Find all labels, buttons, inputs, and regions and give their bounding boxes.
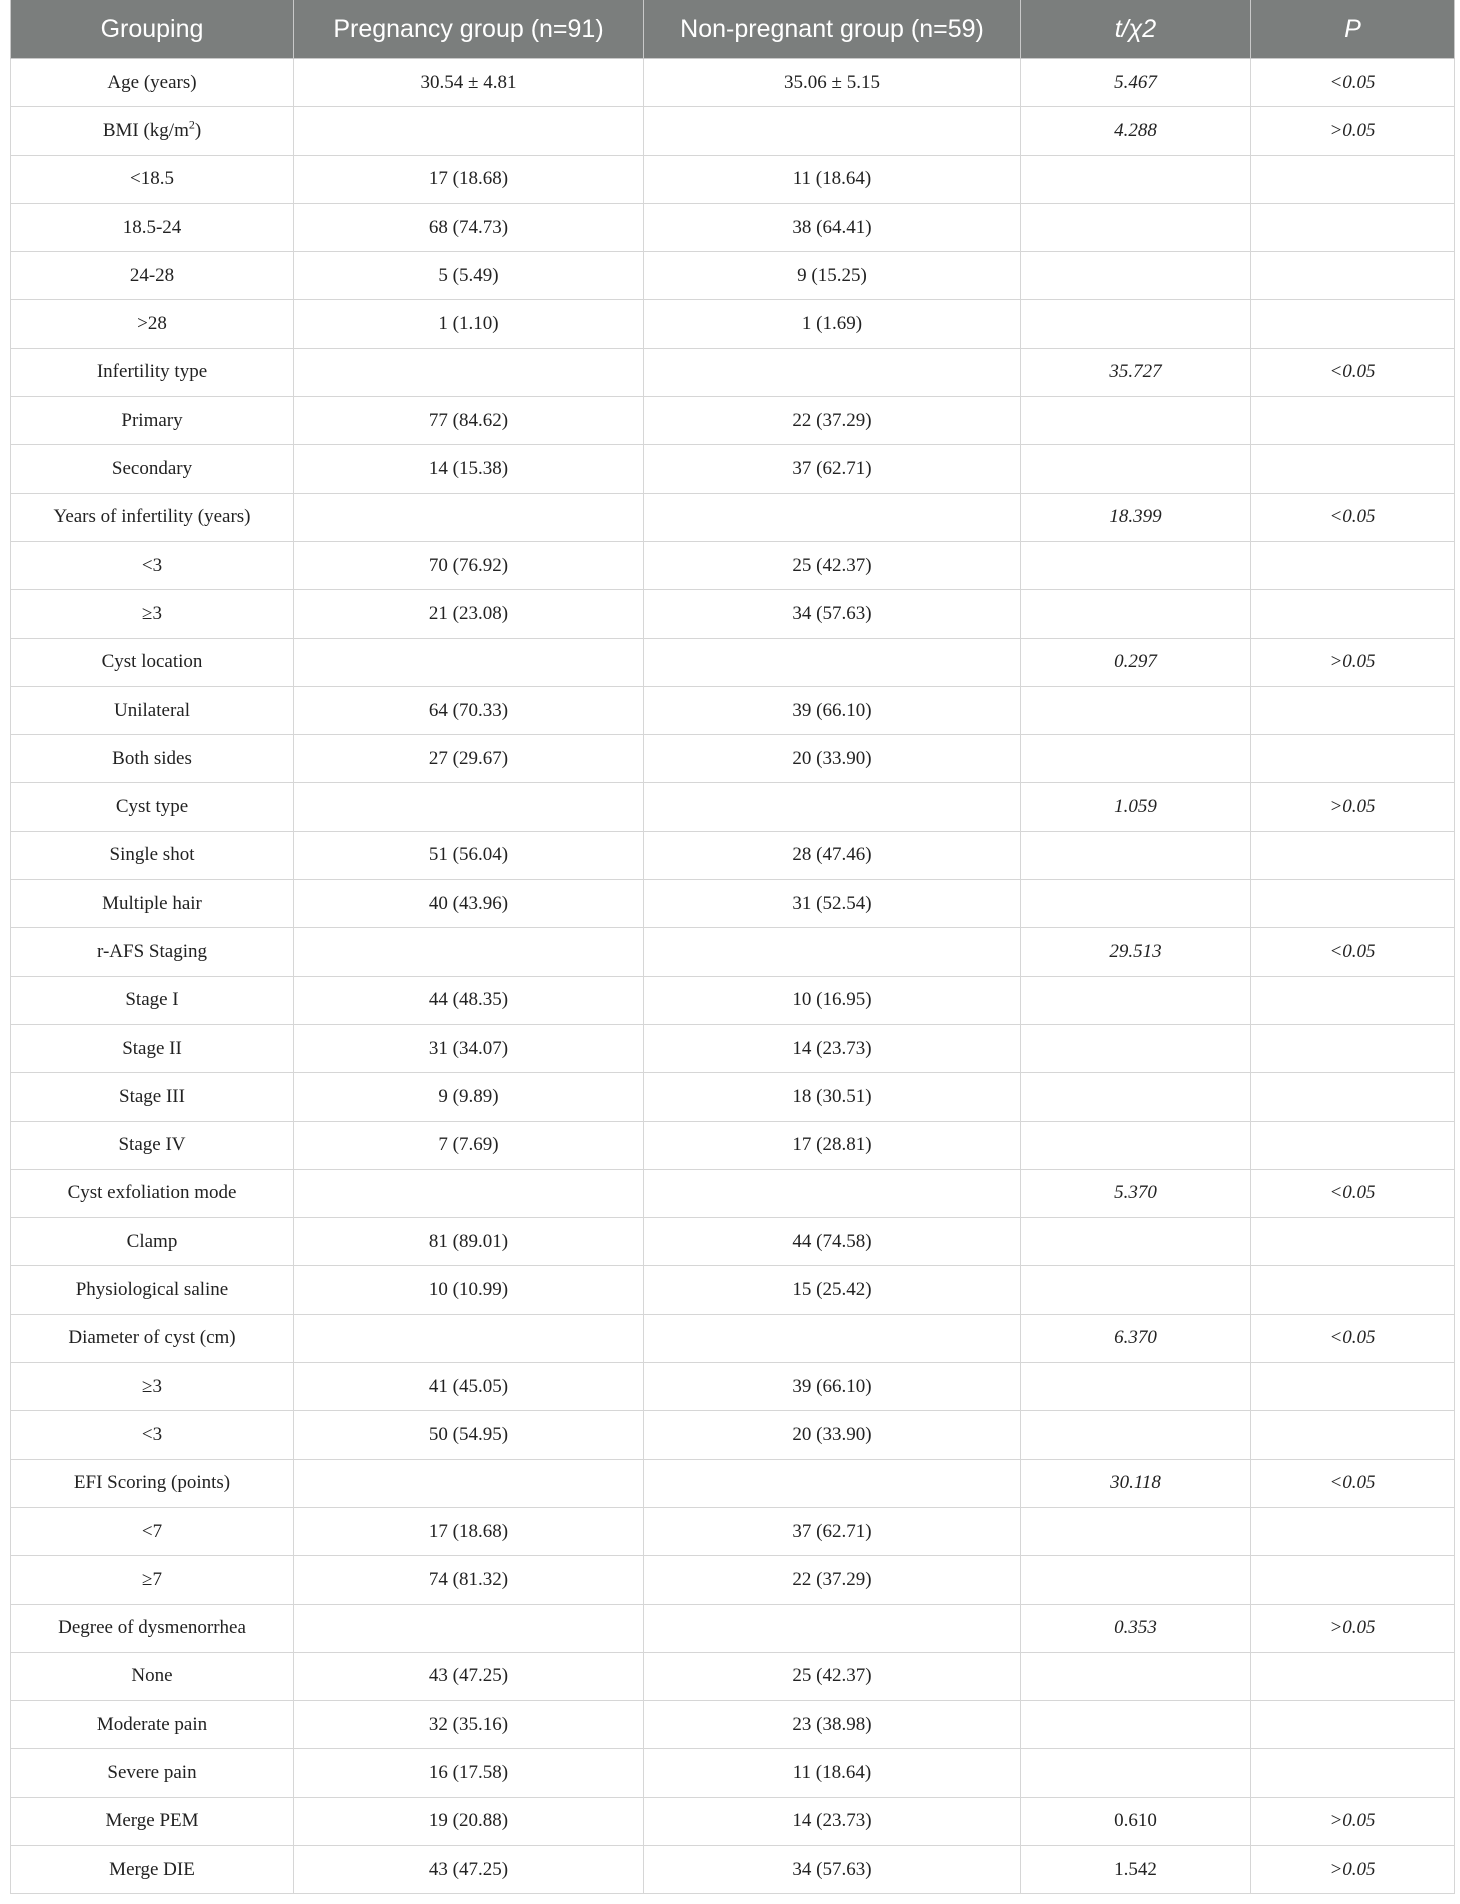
non-pregnant-value: 25 (42.37) bbox=[644, 1652, 1021, 1700]
row-label bbox=[11, 1363, 294, 1411]
row-label-text: Physiological saline bbox=[75, 1279, 229, 1301]
non-pregnant-value: 17 (28.81) bbox=[644, 1121, 1021, 1169]
p-value bbox=[1251, 976, 1455, 1024]
row-label-text: Cyst location bbox=[101, 651, 203, 673]
p-value bbox=[1251, 1507, 1455, 1555]
row-label-text: <7 bbox=[141, 1520, 163, 1542]
pregnancy-value: 1 (1.10) bbox=[294, 300, 644, 348]
statistic-value: 6.370 bbox=[1021, 1314, 1251, 1362]
statistic-value bbox=[1021, 1556, 1251, 1604]
p-value bbox=[1251, 1073, 1455, 1121]
non-pregnant-value: 38 (64.41) bbox=[644, 203, 1021, 251]
row-label bbox=[11, 252, 294, 300]
table-row bbox=[11, 1797, 1455, 1845]
non-pregnant-value: 15 (25.42) bbox=[644, 1266, 1021, 1314]
statistic-value bbox=[1021, 300, 1251, 348]
row-label-text: ≥3 bbox=[142, 602, 162, 624]
statistic-value: 0.610 bbox=[1021, 1797, 1251, 1845]
table-row bbox=[11, 1024, 1455, 1072]
statistic-value bbox=[1021, 541, 1251, 589]
table-row bbox=[11, 1169, 1455, 1217]
table-row bbox=[11, 1073, 1455, 1121]
pregnancy-value: 9 (9.89) bbox=[294, 1073, 644, 1121]
row-label-text: Severe pain bbox=[107, 1762, 197, 1784]
row-label bbox=[11, 1024, 294, 1072]
p-value: >0.05 bbox=[1251, 1845, 1455, 1893]
data-table bbox=[10, 0, 1455, 1894]
row-label bbox=[11, 831, 294, 879]
table-row bbox=[11, 1845, 1455, 1893]
statistic-value bbox=[1021, 1749, 1251, 1797]
row-label-text: <3 bbox=[141, 1423, 163, 1445]
pregnancy-value: 32 (35.16) bbox=[294, 1701, 644, 1749]
non-pregnant-value: 11 (18.64) bbox=[644, 1749, 1021, 1797]
statistic-value: 1.059 bbox=[1021, 783, 1251, 831]
row-label bbox=[11, 1121, 294, 1169]
pregnancy-value bbox=[294, 493, 644, 541]
table-row bbox=[11, 107, 1455, 155]
row-label bbox=[11, 1314, 294, 1362]
row-label bbox=[11, 590, 294, 638]
table-container bbox=[10, 0, 1454, 1894]
non-pregnant-value: 34 (57.63) bbox=[644, 590, 1021, 638]
table-row bbox=[11, 59, 1455, 107]
non-pregnant-value: 37 (62.71) bbox=[644, 1507, 1021, 1555]
statistic-value bbox=[1021, 976, 1251, 1024]
row-label bbox=[11, 1845, 294, 1893]
statistic-value: 35.727 bbox=[1021, 348, 1251, 396]
table-row bbox=[11, 300, 1455, 348]
non-pregnant-value bbox=[644, 638, 1021, 686]
statistic-value bbox=[1021, 735, 1251, 783]
header-statistic: t/χ2 bbox=[1021, 0, 1251, 59]
row-label-text: Stage IV bbox=[118, 1134, 186, 1156]
pregnancy-value: 41 (45.05) bbox=[294, 1363, 644, 1411]
p-value: >0.05 bbox=[1251, 107, 1455, 155]
p-value: <0.05 bbox=[1251, 1459, 1455, 1507]
pregnancy-value: 40 (43.96) bbox=[294, 880, 644, 928]
table-row bbox=[11, 445, 1455, 493]
statistic-value bbox=[1021, 1073, 1251, 1121]
statistic-value: 30.118 bbox=[1021, 1459, 1251, 1507]
pregnancy-value bbox=[294, 1169, 644, 1217]
pregnancy-value: 14 (15.38) bbox=[294, 445, 644, 493]
pregnancy-value bbox=[294, 928, 644, 976]
non-pregnant-value bbox=[644, 107, 1021, 155]
table-row bbox=[11, 348, 1455, 396]
table-row bbox=[11, 1507, 1455, 1555]
statistic-value: 4.288 bbox=[1021, 107, 1251, 155]
row-label-text: BMI (kg/m bbox=[102, 119, 189, 141]
p-value bbox=[1251, 1363, 1455, 1411]
non-pregnant-value: 22 (37.29) bbox=[644, 1556, 1021, 1604]
table-row bbox=[11, 880, 1455, 928]
non-pregnant-value: 1 (1.69) bbox=[644, 300, 1021, 348]
table-row bbox=[11, 1266, 1455, 1314]
row-label-text: 18.5-24 bbox=[122, 216, 182, 238]
p-value bbox=[1251, 1411, 1455, 1459]
statistic-value: 0.297 bbox=[1021, 638, 1251, 686]
non-pregnant-value bbox=[644, 348, 1021, 396]
table-row bbox=[11, 541, 1455, 589]
table-row bbox=[11, 1363, 1455, 1411]
row-label bbox=[11, 1652, 294, 1700]
row-label bbox=[11, 1797, 294, 1845]
non-pregnant-value: 31 (52.54) bbox=[644, 880, 1021, 928]
table-row bbox=[11, 1411, 1455, 1459]
non-pregnant-value bbox=[644, 1459, 1021, 1507]
table-row bbox=[11, 686, 1455, 734]
p-value bbox=[1251, 1556, 1455, 1604]
row-label-text: Degree of dysmenorrhea bbox=[58, 1617, 246, 1639]
pregnancy-value bbox=[294, 348, 644, 396]
row-label-text: EFI Scoring (points) bbox=[73, 1472, 231, 1494]
pregnancy-value bbox=[294, 783, 644, 831]
pregnancy-value: 77 (84.62) bbox=[294, 397, 644, 445]
statistic-value: 29.513 bbox=[1021, 928, 1251, 976]
non-pregnant-value: 20 (33.90) bbox=[644, 735, 1021, 783]
p-value bbox=[1251, 1024, 1455, 1072]
pregnancy-value bbox=[294, 1314, 644, 1362]
row-label bbox=[11, 1604, 294, 1652]
row-label bbox=[11, 735, 294, 783]
non-pregnant-value bbox=[644, 1169, 1021, 1217]
row-label bbox=[11, 1411, 294, 1459]
p-value bbox=[1251, 590, 1455, 638]
p-value: <0.05 bbox=[1251, 928, 1455, 976]
table-row bbox=[11, 783, 1455, 831]
row-label-text: Stage I bbox=[125, 989, 179, 1011]
row-label bbox=[11, 880, 294, 928]
statistic-value bbox=[1021, 1218, 1251, 1266]
statistic-value bbox=[1021, 1411, 1251, 1459]
table-row bbox=[11, 590, 1455, 638]
table-row bbox=[11, 493, 1455, 541]
non-pregnant-value: 18 (30.51) bbox=[644, 1073, 1021, 1121]
non-pregnant-value: 22 (37.29) bbox=[644, 397, 1021, 445]
row-label-text: ≥7 bbox=[142, 1568, 162, 1590]
row-label-text: r-AFS Staging bbox=[97, 940, 207, 962]
non-pregnant-value: 39 (66.10) bbox=[644, 686, 1021, 734]
row-label-text: Clamp bbox=[126, 1230, 178, 1252]
statistic-value bbox=[1021, 1121, 1251, 1169]
non-pregnant-value: 39 (66.10) bbox=[644, 1363, 1021, 1411]
p-value: <0.05 bbox=[1251, 1314, 1455, 1362]
p-value bbox=[1251, 155, 1455, 203]
table-row bbox=[11, 397, 1455, 445]
row-label bbox=[11, 348, 294, 396]
row-label bbox=[11, 686, 294, 734]
p-value: >0.05 bbox=[1251, 1604, 1455, 1652]
table-row bbox=[11, 1314, 1455, 1362]
row-label bbox=[11, 1556, 294, 1604]
p-value bbox=[1251, 1701, 1455, 1749]
header-non-pregnant-group: Non-pregnant group (n=59) bbox=[644, 0, 1021, 59]
non-pregnant-value: 44 (74.58) bbox=[644, 1218, 1021, 1266]
row-label-text: 24-28 bbox=[129, 264, 175, 286]
statistic-value bbox=[1021, 397, 1251, 445]
table-row bbox=[11, 1556, 1455, 1604]
pregnancy-value: 64 (70.33) bbox=[294, 686, 644, 734]
table-row bbox=[11, 1218, 1455, 1266]
pregnancy-value bbox=[294, 638, 644, 686]
table-row bbox=[11, 735, 1455, 783]
row-label-text: Both sides bbox=[112, 747, 192, 769]
statistic-value bbox=[1021, 1266, 1251, 1314]
pregnancy-value: 68 (74.73) bbox=[294, 203, 644, 251]
statistic-value bbox=[1021, 1024, 1251, 1072]
row-label bbox=[11, 203, 294, 251]
pregnancy-value: 16 (17.58) bbox=[294, 1749, 644, 1797]
statistic-value bbox=[1021, 831, 1251, 879]
header-pregnancy-group: Pregnancy group (n=91) bbox=[294, 0, 644, 59]
row-label-text: Multiple hair bbox=[102, 892, 202, 914]
row-label-text: Diameter of cyst (cm) bbox=[68, 1327, 236, 1349]
pregnancy-value bbox=[294, 1459, 644, 1507]
header-p-value: P bbox=[1251, 0, 1455, 59]
pregnancy-value: 21 (23.08) bbox=[294, 590, 644, 638]
row-label bbox=[11, 1701, 294, 1749]
table-row bbox=[11, 203, 1455, 251]
row-label-text: Years of infertility (years) bbox=[53, 506, 251, 528]
p-value bbox=[1251, 686, 1455, 734]
statistic-value bbox=[1021, 686, 1251, 734]
table-row bbox=[11, 1459, 1455, 1507]
pregnancy-value: 74 (81.32) bbox=[294, 1556, 644, 1604]
row-label-text: Infertility type bbox=[96, 361, 208, 383]
p-value bbox=[1251, 1749, 1455, 1797]
row-label-text: Primary bbox=[121, 409, 183, 431]
statistic-value bbox=[1021, 1652, 1251, 1700]
pregnancy-value: 17 (18.68) bbox=[294, 155, 644, 203]
row-label bbox=[11, 1749, 294, 1797]
p-value bbox=[1251, 1218, 1455, 1266]
non-pregnant-value: 10 (16.95) bbox=[644, 976, 1021, 1024]
p-value bbox=[1251, 1121, 1455, 1169]
table-row bbox=[11, 155, 1455, 203]
row-label-text: Age (years) bbox=[107, 71, 197, 93]
table-row bbox=[11, 1701, 1455, 1749]
non-pregnant-value: 35.06 ± 5.15 bbox=[644, 59, 1021, 107]
table-header bbox=[11, 0, 1455, 59]
row-label-text: Merge PEM bbox=[105, 1810, 199, 1832]
row-label-text: <18.5 bbox=[130, 168, 174, 190]
statistic-value bbox=[1021, 1363, 1251, 1411]
p-value: <0.05 bbox=[1251, 59, 1455, 107]
pregnancy-value: 51 (56.04) bbox=[294, 831, 644, 879]
statistic-value bbox=[1021, 590, 1251, 638]
row-label-text: Moderate pain bbox=[96, 1713, 208, 1735]
non-pregnant-value bbox=[644, 1314, 1021, 1362]
non-pregnant-value: 14 (23.73) bbox=[644, 1024, 1021, 1072]
pregnancy-value: 44 (48.35) bbox=[294, 976, 644, 1024]
pregnancy-value: 43 (47.25) bbox=[294, 1652, 644, 1700]
p-value bbox=[1251, 252, 1455, 300]
table-row bbox=[11, 928, 1455, 976]
table-row bbox=[11, 252, 1455, 300]
statistic-value bbox=[1021, 252, 1251, 300]
pregnancy-value: 70 (76.92) bbox=[294, 541, 644, 589]
p-value: >0.05 bbox=[1251, 783, 1455, 831]
p-value bbox=[1251, 397, 1455, 445]
statistic-value: 1.542 bbox=[1021, 1845, 1251, 1893]
row-label-text: ≥3 bbox=[142, 1375, 162, 1397]
row-label bbox=[11, 1073, 294, 1121]
row-label bbox=[11, 976, 294, 1024]
pregnancy-value: 31 (34.07) bbox=[294, 1024, 644, 1072]
non-pregnant-value: 28 (47.46) bbox=[644, 831, 1021, 879]
p-value bbox=[1251, 300, 1455, 348]
p-value: >0.05 bbox=[1251, 638, 1455, 686]
table-row bbox=[11, 1121, 1455, 1169]
statistic-value bbox=[1021, 445, 1251, 493]
p-value: <0.05 bbox=[1251, 1169, 1455, 1217]
row-label bbox=[11, 107, 294, 155]
pregnancy-value: 7 (7.69) bbox=[294, 1121, 644, 1169]
non-pregnant-value: 11 (18.64) bbox=[644, 155, 1021, 203]
pregnancy-value: 27 (29.67) bbox=[294, 735, 644, 783]
p-value bbox=[1251, 831, 1455, 879]
non-pregnant-value bbox=[644, 493, 1021, 541]
table-row bbox=[11, 976, 1455, 1024]
statistic-value bbox=[1021, 1507, 1251, 1555]
row-label bbox=[11, 300, 294, 348]
non-pregnant-value bbox=[644, 928, 1021, 976]
statistic-value bbox=[1021, 1701, 1251, 1749]
row-label bbox=[11, 1266, 294, 1314]
non-pregnant-value: 20 (33.90) bbox=[644, 1411, 1021, 1459]
p-value bbox=[1251, 880, 1455, 928]
statistic-value: 5.467 bbox=[1021, 59, 1251, 107]
p-value: <0.05 bbox=[1251, 493, 1455, 541]
table-row bbox=[11, 1604, 1455, 1652]
table-row bbox=[11, 638, 1455, 686]
row-label-text: Stage II bbox=[122, 1037, 182, 1059]
row-label-superscript: 2 bbox=[188, 117, 195, 132]
row-label-text: Cyst exfoliation mode bbox=[67, 1182, 237, 1204]
non-pregnant-value: 37 (62.71) bbox=[644, 445, 1021, 493]
p-value bbox=[1251, 1652, 1455, 1700]
header-grouping: Grouping bbox=[11, 0, 294, 59]
pregnancy-value: 17 (18.68) bbox=[294, 1507, 644, 1555]
statistic-value bbox=[1021, 155, 1251, 203]
row-label-text: Cyst type bbox=[115, 796, 189, 818]
pregnancy-value: 50 (54.95) bbox=[294, 1411, 644, 1459]
row-label bbox=[11, 1169, 294, 1217]
row-label bbox=[11, 638, 294, 686]
pregnancy-value: 43 (47.25) bbox=[294, 1845, 644, 1893]
row-label bbox=[11, 397, 294, 445]
statistic-value: 5.370 bbox=[1021, 1169, 1251, 1217]
pregnancy-value: 10 (10.99) bbox=[294, 1266, 644, 1314]
non-pregnant-value bbox=[644, 783, 1021, 831]
statistic-value: 0.353 bbox=[1021, 1604, 1251, 1652]
row-label bbox=[11, 59, 294, 107]
row-label bbox=[11, 1507, 294, 1555]
row-label bbox=[11, 928, 294, 976]
pregnancy-value: 81 (89.01) bbox=[294, 1218, 644, 1266]
row-label-text: Merge DIE bbox=[109, 1858, 195, 1880]
non-pregnant-value: 25 (42.37) bbox=[644, 541, 1021, 589]
row-label-text: Stage III bbox=[119, 1085, 185, 1107]
row-label-suffix: ) bbox=[194, 119, 202, 141]
row-label bbox=[11, 1218, 294, 1266]
p-value: <0.05 bbox=[1251, 348, 1455, 396]
p-value: >0.05 bbox=[1251, 1797, 1455, 1845]
p-value bbox=[1251, 541, 1455, 589]
non-pregnant-value bbox=[644, 1604, 1021, 1652]
pregnancy-value: 19 (20.88) bbox=[294, 1797, 644, 1845]
row-label bbox=[11, 541, 294, 589]
pregnancy-value: 5 (5.49) bbox=[294, 252, 644, 300]
row-label-text: >28 bbox=[137, 313, 167, 335]
row-label bbox=[11, 155, 294, 203]
p-value bbox=[1251, 445, 1455, 493]
pregnancy-value: 30.54 ± 4.81 bbox=[294, 59, 644, 107]
p-value bbox=[1251, 203, 1455, 251]
non-pregnant-value: 23 (38.98) bbox=[644, 1701, 1021, 1749]
row-label bbox=[11, 1459, 294, 1507]
pregnancy-value bbox=[294, 1604, 644, 1652]
statistic-value: 18.399 bbox=[1021, 493, 1251, 541]
row-label-text: Single shot bbox=[109, 844, 195, 866]
row-label bbox=[11, 445, 294, 493]
p-value bbox=[1251, 1266, 1455, 1314]
table-row bbox=[11, 831, 1455, 879]
non-pregnant-value: 9 (15.25) bbox=[644, 252, 1021, 300]
row-label-text: <3 bbox=[141, 554, 163, 576]
row-label-text: Unilateral bbox=[114, 699, 190, 721]
statistic-value bbox=[1021, 880, 1251, 928]
statistic-value bbox=[1021, 203, 1251, 251]
row-label-text: None bbox=[131, 1665, 173, 1687]
row-label-text: Secondary bbox=[111, 458, 193, 480]
p-value bbox=[1251, 735, 1455, 783]
header-row bbox=[11, 0, 1455, 59]
non-pregnant-value: 34 (57.63) bbox=[644, 1845, 1021, 1893]
non-pregnant-value: 14 (23.73) bbox=[644, 1797, 1021, 1845]
table-row bbox=[11, 1749, 1455, 1797]
pregnancy-value bbox=[294, 107, 644, 155]
table-row bbox=[11, 1652, 1455, 1700]
row-label bbox=[11, 493, 294, 541]
table-body bbox=[11, 59, 1455, 1894]
row-label bbox=[11, 783, 294, 831]
